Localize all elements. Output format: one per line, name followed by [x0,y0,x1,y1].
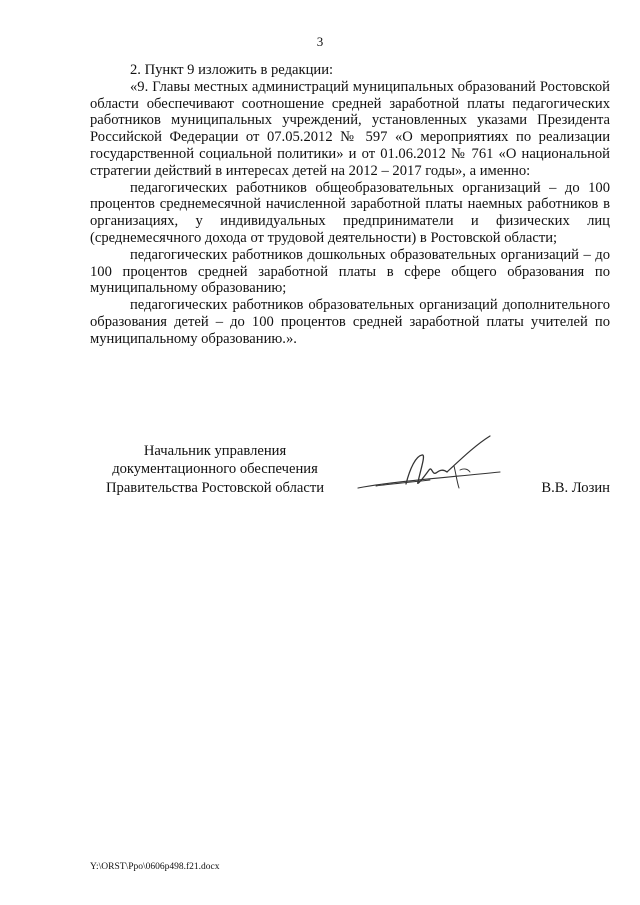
position-line: Правительства Ростовской области [105,479,325,496]
signatory-position [90,442,340,497]
handwritten-signature [350,432,510,502]
paragraph-preschool-education: педагогических работников дошкольных образовательных организаций – до 100 процентов средней заработной платы в сфере общего образования по муниципальному образованию; [90,246,610,297]
paragraph-point-9: «9. Главы местных администраций муниципальных образований Ростовской области обеспечивают соотношение средней заработной платы педагогических работников муниципальных учреждений, установленных указами Президента Российской Федерации от 07.05.2012 № 597 «О мероприятиях по реализации государственной социальной политики» и от 01.06.2012 № 761 «О национальной стратегии действий в интересах детей на 2012 – 2017 годы», а именно: [90,78,610,179]
page-number: 3 [316,34,324,49]
position-line: Начальник управления [143,443,287,459]
paragraph-additional-education: педагогических работников образовательных организаций дополнительного образования детей – до 100 процентов средней заработной платы учителей по муниципальному образованию.». [90,297,610,347]
signatory-name: В.В. Лозин [541,479,610,496]
signature-block [90,442,610,522]
paragraph-general-education: педагогических работников общеобразовательных организаций – до 100 процентов среднемесячной начисленной заработной платы наемных работников в организациях, у индивидуальных предприниматели и физических лиц (среднемесячного дохода от трудовой деятельности) в Ростовской области; [90,179,610,246]
position-line: документационного обеспечения [112,461,318,478]
paragraph-item-heading: 2. Пункт 9 изложить в редакции: [130,62,334,78]
file-path: Y:\ORST\Ppo\0606p498.f21.docx [90,862,220,872]
document-body [90,62,610,348]
